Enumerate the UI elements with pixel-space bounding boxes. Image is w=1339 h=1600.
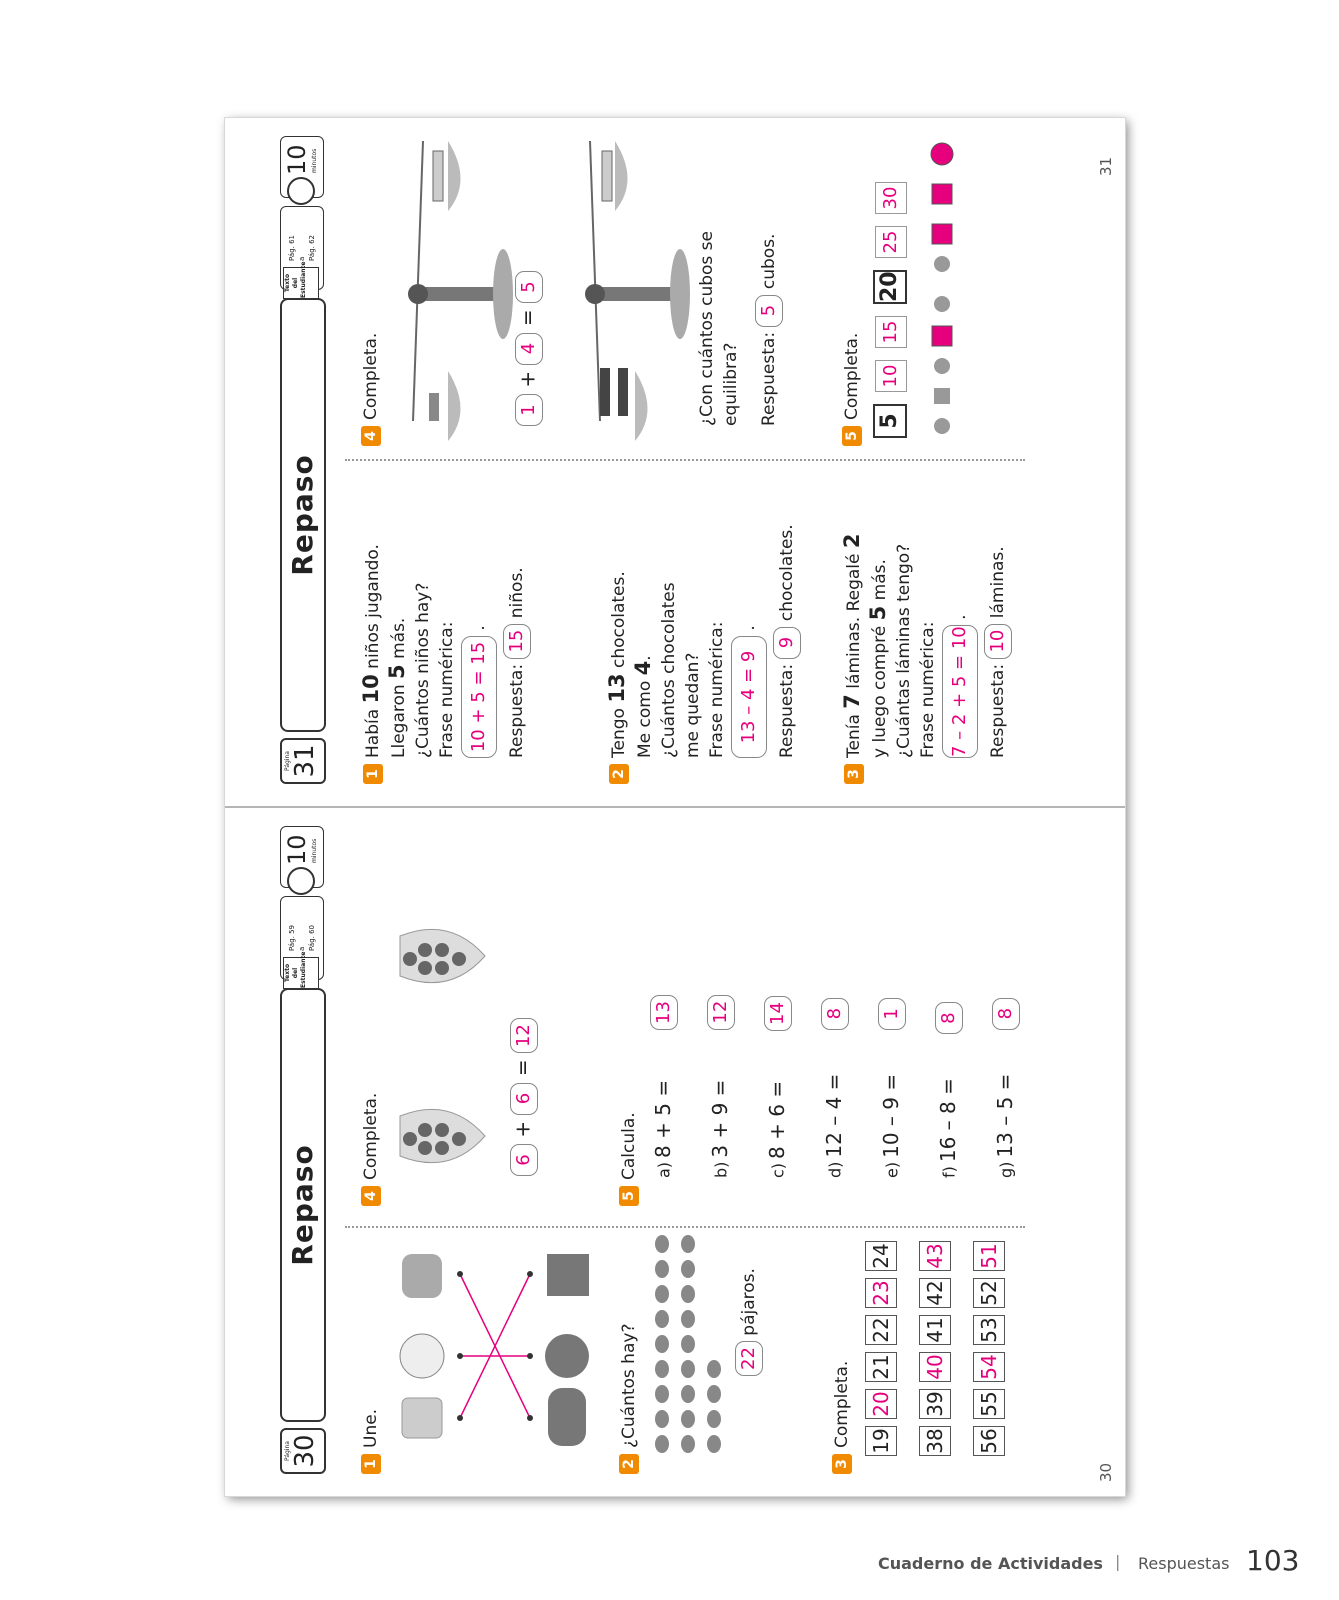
number-cell: 53 xyxy=(973,1315,1005,1345)
page-header xyxy=(280,808,326,1496)
calc-expression: 12 – 4 = xyxy=(821,1073,846,1158)
number-row xyxy=(865,1234,897,1456)
calc-expression: 8 + 6 = xyxy=(764,1080,789,1159)
number-row xyxy=(973,1234,1005,1456)
bird-icon xyxy=(707,1410,721,1428)
match-exercise xyxy=(390,1226,610,1456)
cube-bar-icon xyxy=(429,393,439,421)
can-icon xyxy=(402,1254,442,1298)
number-cell: 51 xyxy=(973,1241,1005,1271)
bird-icon xyxy=(655,1360,669,1378)
bird-icon xyxy=(681,1435,695,1453)
square-icon xyxy=(932,326,952,346)
page-31 xyxy=(225,118,1125,806)
bird-icon xyxy=(655,1435,669,1453)
calc-expression: 10 – 9 = xyxy=(878,1073,903,1158)
number-cell: 20 xyxy=(865,1389,897,1419)
page-title: Repaso xyxy=(286,1144,319,1266)
page-title-bar xyxy=(280,988,326,1422)
calc-item xyxy=(992,995,1049,1178)
square-icon xyxy=(932,224,952,244)
cube-bar-icon xyxy=(602,151,612,201)
calc-label: e) xyxy=(882,1161,902,1178)
problem-4-question: ¿Con cuántos cubos se equilibra? Respuesta: 5 cubos. xyxy=(695,231,783,426)
sphere-icon xyxy=(545,1334,589,1378)
bird-icon xyxy=(681,1410,695,1428)
footer-book: Cuaderno de Actividades xyxy=(878,1554,1103,1573)
number-cell: 41 xyxy=(919,1315,951,1345)
calc-item xyxy=(707,995,764,1178)
page-header xyxy=(280,118,326,806)
problem-2-heading: 2¿Cuántos hay? xyxy=(617,1324,641,1474)
footer-page-number: 103 xyxy=(1246,1544,1300,1577)
calc-item xyxy=(935,995,992,1178)
circle-icon xyxy=(934,296,950,312)
page-title: Repaso xyxy=(286,454,319,576)
calc-answer: 1 xyxy=(878,998,906,1030)
calc-answer: 14 xyxy=(764,996,792,1031)
calc-answer: 8 xyxy=(935,1002,963,1034)
bird-icon xyxy=(681,1385,695,1403)
equation-4: 1 + 4 = 5 xyxy=(515,271,543,426)
number-grid xyxy=(865,1234,1027,1456)
square-icon xyxy=(934,388,950,404)
footer-separator: | xyxy=(1115,1552,1121,1571)
circle-icon xyxy=(931,143,953,165)
number-cell: 55 xyxy=(973,1389,1005,1419)
birds-group xyxy=(650,1226,730,1456)
bird-icon xyxy=(655,1285,669,1303)
sequence-cell: 10 xyxy=(875,360,907,392)
calc-list xyxy=(650,995,1049,1178)
bird-icon xyxy=(681,1335,695,1353)
number-cell: 56 xyxy=(973,1426,1005,1456)
balance-scale-1 xyxy=(393,121,513,451)
time-box: 10 minutos xyxy=(280,136,324,198)
number-cell: 38 xyxy=(919,1426,951,1456)
problem-3-heading: 3Completa. xyxy=(830,1361,854,1474)
calc-expression: 3 + 9 = xyxy=(707,1079,732,1158)
bird-icon xyxy=(655,1410,669,1428)
problem-2: 2Tengo 13 chocolates. Me como 4. ¿Cuántos chocolates me quedan? Frase numérica: 13 – 4 = 9 . Respuesta: 9 chocolates. xyxy=(605,464,801,784)
bird-icon xyxy=(655,1235,669,1253)
problem-4-heading: 4Completa. xyxy=(359,1093,383,1206)
footer xyxy=(0,1544,1339,1578)
bird-icon xyxy=(707,1435,721,1453)
square-icon xyxy=(932,184,952,204)
page-30 xyxy=(225,808,1125,1496)
calc-item xyxy=(764,995,821,1178)
page-number-box: Página 30 xyxy=(280,1428,326,1474)
balance-scale-2 xyxy=(570,121,690,451)
cube-bar-icon xyxy=(433,151,443,201)
calc-answer: 13 xyxy=(650,995,678,1030)
number-cell: 39 xyxy=(919,1389,951,1419)
shape-pattern xyxy=(925,136,963,436)
circle-icon xyxy=(934,418,950,434)
birds-answer: 22 pájaros. xyxy=(735,1268,763,1376)
bird-icon xyxy=(681,1260,695,1278)
number-cell: 19 xyxy=(865,1426,897,1456)
footer-section: Respuestas xyxy=(1138,1554,1230,1573)
calc-item xyxy=(821,995,878,1178)
number-sequence xyxy=(873,176,907,444)
book-icon: Texto del Estudiante xyxy=(283,267,319,299)
texto-reference: Texto del Estudiante Pág. 61 a Pág. 62 xyxy=(280,206,324,290)
equation-apples: 6 + 6 = 12 xyxy=(510,1018,538,1176)
number-cell: 24 xyxy=(865,1241,897,1271)
sequence-cell: 25 xyxy=(875,226,907,258)
number-cell: 21 xyxy=(865,1352,897,1382)
sequence-cell: 20 xyxy=(873,270,907,304)
texto-reference: Texto del Estudiante Pág. 59 a Pág. 60 xyxy=(280,896,324,980)
bird-icon xyxy=(707,1385,721,1403)
bird-icon xyxy=(681,1285,695,1303)
number-cell: 40 xyxy=(919,1352,951,1382)
dice-icon xyxy=(402,1398,442,1438)
problem-1: 1Había 10 niños jugando. Llegaron 5 más. ¿Cuántos niños hay? Frase numérica: 10 + 5 = 15 . Respuesta: 15 niños. xyxy=(359,464,531,784)
circle-icon xyxy=(934,256,950,272)
page-number-box: Página 31 xyxy=(280,738,326,784)
cube-bar-icon xyxy=(618,368,628,416)
problem-4-heading: 4Completa. xyxy=(359,333,383,446)
side-page-number: 30 xyxy=(1097,1462,1115,1482)
book-spread xyxy=(225,118,1125,1496)
bird-icon xyxy=(655,1385,669,1403)
cube-icon xyxy=(547,1254,589,1296)
soccer-ball-icon xyxy=(400,1334,444,1378)
number-cell: 42 xyxy=(919,1278,951,1308)
calc-item xyxy=(650,995,707,1178)
side-page-number: 31 xyxy=(1097,156,1115,176)
column-divider xyxy=(345,459,1025,461)
bird-icon xyxy=(707,1360,721,1378)
calc-label: g) xyxy=(996,1161,1016,1178)
number-cell: 22 xyxy=(865,1315,897,1345)
number-cell: 52 xyxy=(973,1278,1005,1308)
bird-icon xyxy=(655,1335,669,1353)
calc-expression: 16 – 8 = xyxy=(935,1078,960,1163)
apple-bags xyxy=(390,816,500,1196)
number-cell: 23 xyxy=(865,1278,897,1308)
calc-answer: 8 xyxy=(821,998,849,1030)
number-cell: 54 xyxy=(973,1352,1005,1382)
problem-5-heading: 5Completa. xyxy=(840,333,864,446)
alarm-clock-icon xyxy=(287,867,315,895)
problem-1-heading: 1Une. xyxy=(359,1409,383,1474)
calc-label: f) xyxy=(939,1166,959,1178)
calc-label: c) xyxy=(768,1162,788,1178)
calc-answer: 8 xyxy=(992,998,1020,1030)
calc-item xyxy=(878,995,935,1178)
calc-label: d) xyxy=(825,1161,845,1178)
problem-3: 3Tenía 7 láminas. Regalé 2 y luego compré 5 más. ¿Cuántas láminas tengo? Frase numérica: 7 – 2 + 5 = 10 . Respuesta: 10 láminas. xyxy=(840,464,1012,784)
problem-5-heading: 5Calcula. xyxy=(617,1112,641,1206)
number-row xyxy=(919,1234,951,1456)
book-icon: Texto del Estudiante xyxy=(283,957,319,989)
page-title-bar xyxy=(280,298,326,732)
sequence-cell: 5 xyxy=(873,404,907,438)
calc-answer: 12 xyxy=(707,995,735,1030)
cube-bar-icon xyxy=(600,368,610,416)
calc-label: b) xyxy=(711,1161,731,1178)
number-cell: 43 xyxy=(919,1241,951,1271)
circle-icon xyxy=(934,358,950,374)
calc-label: a) xyxy=(654,1161,674,1178)
cylinder-icon xyxy=(548,1388,586,1446)
bird-icon xyxy=(681,1360,695,1378)
bird-icon xyxy=(655,1260,669,1278)
bird-icon xyxy=(681,1310,695,1328)
bird-icon xyxy=(655,1310,669,1328)
bird-icon xyxy=(681,1235,695,1253)
calc-expression: 8 + 5 = xyxy=(650,1079,675,1158)
calc-expression: 13 – 5 = xyxy=(992,1073,1017,1158)
sequence-cell: 30 xyxy=(875,182,907,214)
time-box: 10 minutos xyxy=(280,826,324,888)
alarm-clock-icon xyxy=(287,177,315,205)
sequence-cell: 15 xyxy=(875,316,907,348)
